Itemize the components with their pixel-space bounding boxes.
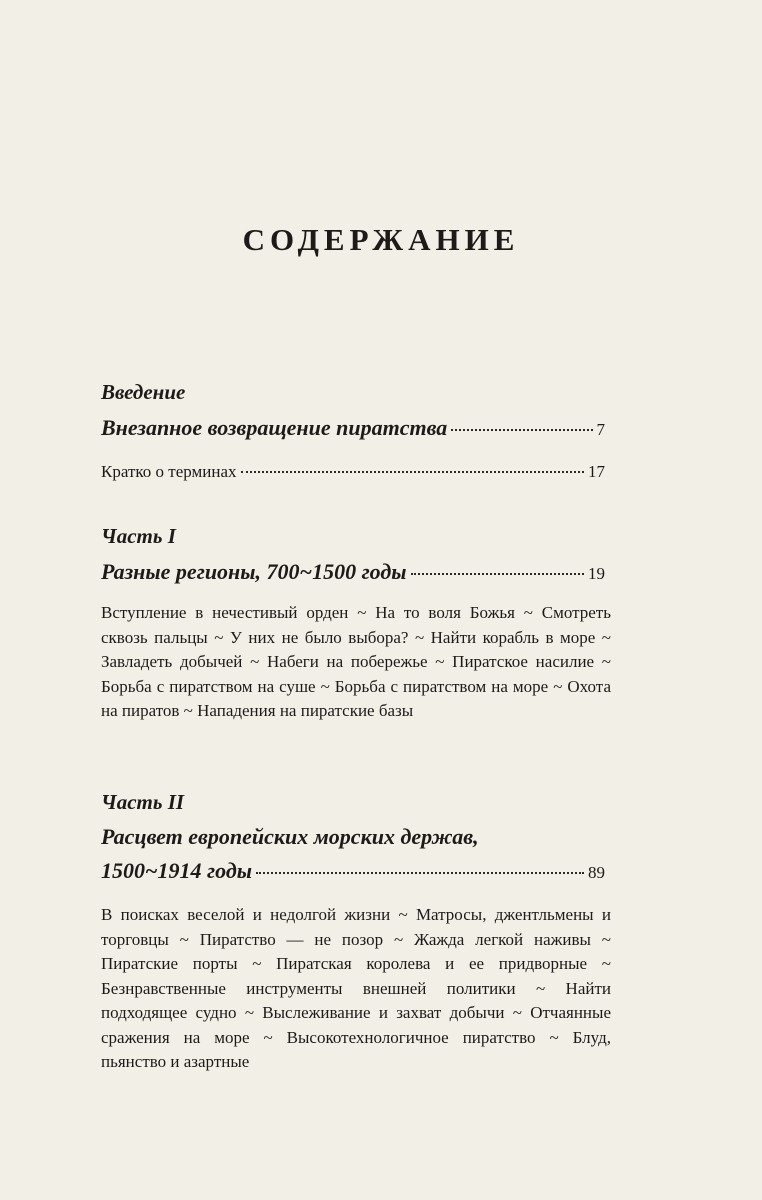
dot-leader [241, 471, 585, 473]
part1-description: Вступление в нечестивый орден ~ На то воля Божья ~ Смотреть сквозь пальцы ~ У них не было выбора? ~ Найти корабль в море ~ Завладеть добычей ~ Набеги на побережье ~ Пиратское насилие ~ Борьба с пиратством на суше ~ Борьба с пиратством на море ~ Охота на пиратов ~ Нападения на пиратские базы [101, 603, 611, 720]
toc-entry-title: Внезапное возвращение пиратства [101, 415, 448, 440]
dot-leader [256, 872, 584, 874]
toc-entry-title: Кратко о терминах [101, 462, 237, 481]
page-number: 19 [588, 564, 605, 583]
intro-label: Введение [101, 380, 186, 404]
page-number: 89 [588, 863, 605, 882]
dot-leader [411, 573, 584, 575]
toc-entry-part2[interactable] [101, 858, 605, 884]
dot-leader [451, 429, 592, 431]
toc-entry-part1[interactable] [101, 559, 605, 585]
page-number: 7 [596, 420, 605, 439]
page-number: 17 [588, 462, 605, 481]
part2-label: Часть II [101, 790, 185, 814]
part1-label: Часть I [101, 524, 176, 548]
toc-entry-terms[interactable] [101, 462, 605, 482]
part2-description: В поисках веселой и недолгой жизни ~ Матросы, джентльмены и торговцы ~ Пиратство — не позор ~ Жажда легкой наживы ~ Пиратские порты ~ Пиратская королева и ее придворные ~ Безнравственные инструменты внешней политики ~ Найти подходящее судно ~ Выслеживание и захват добычи ~ Отчаянные сражения на море ~ Высокотехнологичное пиратство ~ Блуд, пьянство и азартные [101, 905, 611, 1071]
part2-title-line1: Расцвет европейских морских держав, [101, 824, 479, 849]
page-title: СОДЕРЖАНИЕ [242, 222, 520, 257]
toc-entry-title: 1500~1914 годы [101, 858, 253, 883]
toc-entry-title: Разные регионы, 700~1500 годы [101, 559, 407, 584]
toc-entry-intro[interactable] [101, 415, 605, 441]
